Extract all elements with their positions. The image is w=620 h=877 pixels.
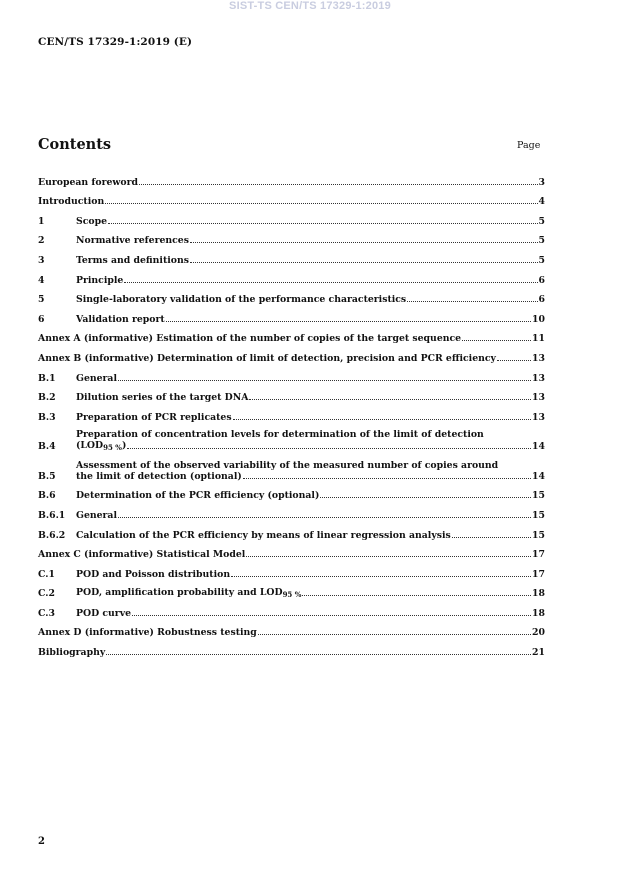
toc-entry-page: 6	[538, 294, 545, 306]
toc-entry-number: 6	[38, 313, 45, 325]
toc-entry-title	[76, 510, 117, 521]
toc-entry[interactable]	[38, 227, 545, 247]
toc-entry[interactable]	[38, 305, 545, 325]
toc-entry-title-text: Annex C (informative) Statistical Model	[38, 549, 246, 561]
toc-entry-title	[76, 255, 189, 266]
toc-entry-number: 3	[38, 254, 45, 266]
toc-entry-number: C.3	[38, 607, 55, 619]
toc-entry[interactable]	[38, 423, 545, 453]
dot-leader	[132, 614, 531, 616]
toc-entry-page: 17	[532, 568, 545, 580]
table-of-contents	[38, 168, 545, 658]
toc-entry-title	[76, 490, 319, 501]
toc-entry-title-text: Single-laboratory validation of the performance characteristics	[76, 294, 407, 306]
toc-entry-subscript: 95 %	[282, 590, 302, 600]
toc-entry-number: B.6	[38, 490, 56, 502]
toc-entry-title	[76, 373, 117, 384]
toc-entry[interactable]	[38, 325, 545, 345]
toc-entry-title-text: Principle	[76, 274, 124, 286]
toc-entry-title-text: Introduction	[38, 196, 105, 208]
toc-entry-title	[76, 412, 232, 423]
toc-entry[interactable]	[38, 266, 545, 286]
dot-leader	[190, 261, 538, 263]
toc-entry-title-line1: Assessment of the observed variability of the measured number of copies around	[76, 459, 499, 471]
toc-entry-page: 10	[532, 313, 545, 325]
dot-leader	[106, 653, 531, 655]
dot-leader	[105, 202, 537, 204]
toc-entry[interactable]	[38, 403, 545, 423]
toc-entry-title	[38, 647, 105, 658]
toc-entry[interactable]	[38, 168, 545, 188]
dot-leader	[127, 447, 531, 449]
toc-entry-page: 18	[532, 607, 545, 619]
toc-entry-title	[38, 549, 245, 560]
toc-entry[interactable]	[38, 384, 545, 404]
toc-entry-title	[76, 392, 248, 403]
toc-entry-title	[38, 177, 138, 188]
dot-leader	[233, 418, 531, 420]
toc-entry-title	[76, 587, 301, 599]
toc-entry-page: 14	[532, 470, 545, 482]
dot-leader	[139, 183, 538, 185]
toc-entry-title	[38, 353, 496, 364]
toc-entry-subscript: 95 %	[103, 443, 122, 453]
toc-entry[interactable]	[38, 599, 545, 619]
toc-entry-title-line2-text: (LOD	[76, 440, 104, 452]
toc-entry-title-text: Validation report	[76, 313, 165, 325]
dot-leader	[462, 339, 531, 341]
dot-leader	[246, 555, 531, 557]
toc-entry-title-text: Preparation of PCR replicates	[76, 411, 232, 423]
toc-entry-number: 2	[38, 235, 45, 247]
toc-entry-page: 6	[538, 274, 545, 286]
toc-entry-title-text: Annex D (informative) Robustness testing	[38, 627, 257, 639]
toc-entry-title	[76, 530, 451, 541]
toc-entry-number: 5	[38, 294, 45, 306]
dot-leader	[258, 633, 531, 635]
toc-entry[interactable]	[38, 501, 545, 521]
dot-leader	[166, 320, 531, 322]
toc-entry[interactable]	[38, 482, 545, 502]
toc-entry-number: C.2	[38, 588, 55, 600]
toc-entry[interactable]	[38, 188, 545, 208]
toc-entry-page: 20	[532, 627, 545, 639]
toc-entry-title	[38, 196, 104, 207]
toc-entry-page: 21	[532, 647, 545, 659]
toc-entry-page: 15	[532, 490, 545, 502]
toc-entry-page: 17	[532, 549, 545, 561]
toc-entry-title-text: POD curve	[76, 607, 132, 619]
watermark: SIST-TS CEN/TS 17329-1:2019	[229, 0, 391, 12]
toc-entry-number: B.6.2	[38, 529, 66, 541]
toc-entry-title	[38, 333, 461, 344]
toc-entry-number: B.5	[38, 470, 56, 482]
toc-entry-page: 11	[532, 333, 545, 345]
toc-entry-page: 13	[532, 352, 545, 364]
dot-leader	[452, 536, 531, 538]
toc-entry-title-text: General	[76, 372, 117, 384]
toc-entry-page: 5	[538, 215, 545, 227]
toc-entry-title-text: Determination of the PCR efficiency (optional)	[76, 490, 320, 502]
dot-leader	[190, 241, 538, 243]
dot-leader	[320, 496, 531, 498]
toc-entry-number: B.6.1	[38, 509, 66, 521]
toc-entry-page: 4	[538, 196, 545, 208]
toc-entry-title-line2	[76, 440, 126, 452]
page-number: 2	[38, 836, 45, 847]
toc-entry-title-text: Terms and definitions	[76, 254, 189, 266]
toc-entry-title	[76, 314, 165, 325]
toc-entry-title-line2-text: the limit of detection (optional)	[76, 470, 242, 482]
toc-entry-number: B.4	[38, 441, 56, 453]
toc-entry[interactable]	[38, 207, 545, 227]
toc-entry[interactable]	[38, 638, 545, 658]
toc-entry-number: 4	[38, 274, 45, 286]
toc-entry-title	[76, 275, 123, 286]
toc-entry[interactable]	[38, 521, 545, 541]
toc-entry-page: 13	[532, 392, 545, 404]
toc-entry[interactable]	[38, 246, 545, 266]
dot-leader	[407, 300, 537, 302]
contents-heading: Contents	[38, 136, 112, 153]
dot-leader	[249, 398, 531, 400]
toc-entry-page: 5	[538, 235, 545, 247]
toc-entry-page: 14	[532, 441, 545, 453]
toc-entry-title	[76, 608, 131, 619]
toc-entry[interactable]	[38, 452, 545, 482]
toc-entry-title	[38, 627, 257, 638]
toc-entry-number: C.1	[38, 568, 55, 580]
toc-entry[interactable]	[38, 580, 545, 600]
toc-entry-title	[76, 294, 406, 305]
toc-entry[interactable]	[38, 560, 545, 580]
toc-entry-title-text: Dilution series of the target DNA	[76, 392, 249, 404]
toc-entry-page: 13	[532, 372, 545, 384]
toc-entry-title-text: Annex B (informative) Determination of limit of detection, precision and PCR efficiency	[38, 352, 496, 364]
toc-entry-number: B.3	[38, 411, 56, 423]
toc-entry[interactable]	[38, 286, 545, 306]
toc-entry-title	[76, 235, 189, 246]
toc-entry-title-text: Scope	[76, 215, 107, 227]
toc-entry-title-text: POD, amplification probability and LOD	[76, 587, 283, 599]
toc-entry-title-line2	[76, 471, 242, 482]
toc-entry-page: 15	[532, 509, 545, 521]
toc-entry[interactable]	[38, 344, 545, 364]
dot-leader	[231, 575, 531, 577]
toc-entry[interactable]	[38, 541, 545, 561]
toc-entry-number: 1	[38, 215, 45, 227]
document-identifier: CEN/TS 17329-1:2019 (E)	[38, 36, 193, 48]
toc-entry-number: B.2	[38, 392, 56, 404]
toc-entry-number: B.1	[38, 372, 56, 384]
dot-leader	[302, 594, 531, 596]
page-column-header: Page	[517, 140, 541, 151]
toc-entry[interactable]	[38, 619, 545, 639]
dot-leader	[118, 379, 531, 381]
toc-entry-page: 3	[538, 176, 545, 188]
dot-leader	[118, 516, 531, 518]
toc-entry-title-text: Calculation of the PCR efficiency by means of linear regression analysis	[76, 529, 451, 541]
toc-entry-page: 5	[538, 254, 545, 266]
toc-entry-title-text: Annex A (informative) Estimation of the number of copies of the target sequence	[38, 333, 462, 345]
toc-entry-title-line2-end: )	[121, 440, 127, 452]
toc-entry-page: 13	[532, 411, 545, 423]
dot-leader	[108, 222, 538, 224]
toc-entry-page: 15	[532, 529, 545, 541]
toc-entry-title-text: Normative references	[76, 235, 189, 247]
dot-leader	[124, 281, 537, 283]
toc-entry-title-line1: Preparation of concentration levels for determination of the limit of detection	[76, 429, 484, 441]
toc-entry[interactable]	[38, 364, 545, 384]
toc-entry-title	[76, 569, 230, 580]
toc-entry-title-text: European foreword	[38, 176, 138, 188]
toc-entry-title-text: General	[76, 509, 117, 521]
toc-entry-page: 18	[532, 588, 545, 600]
dot-leader	[497, 359, 531, 361]
toc-entry-title-text: POD and Poisson distribution	[76, 568, 231, 580]
toc-entry-title	[76, 216, 107, 227]
dot-leader	[243, 477, 531, 479]
toc-entry-title-text: Bibliography	[38, 647, 106, 659]
